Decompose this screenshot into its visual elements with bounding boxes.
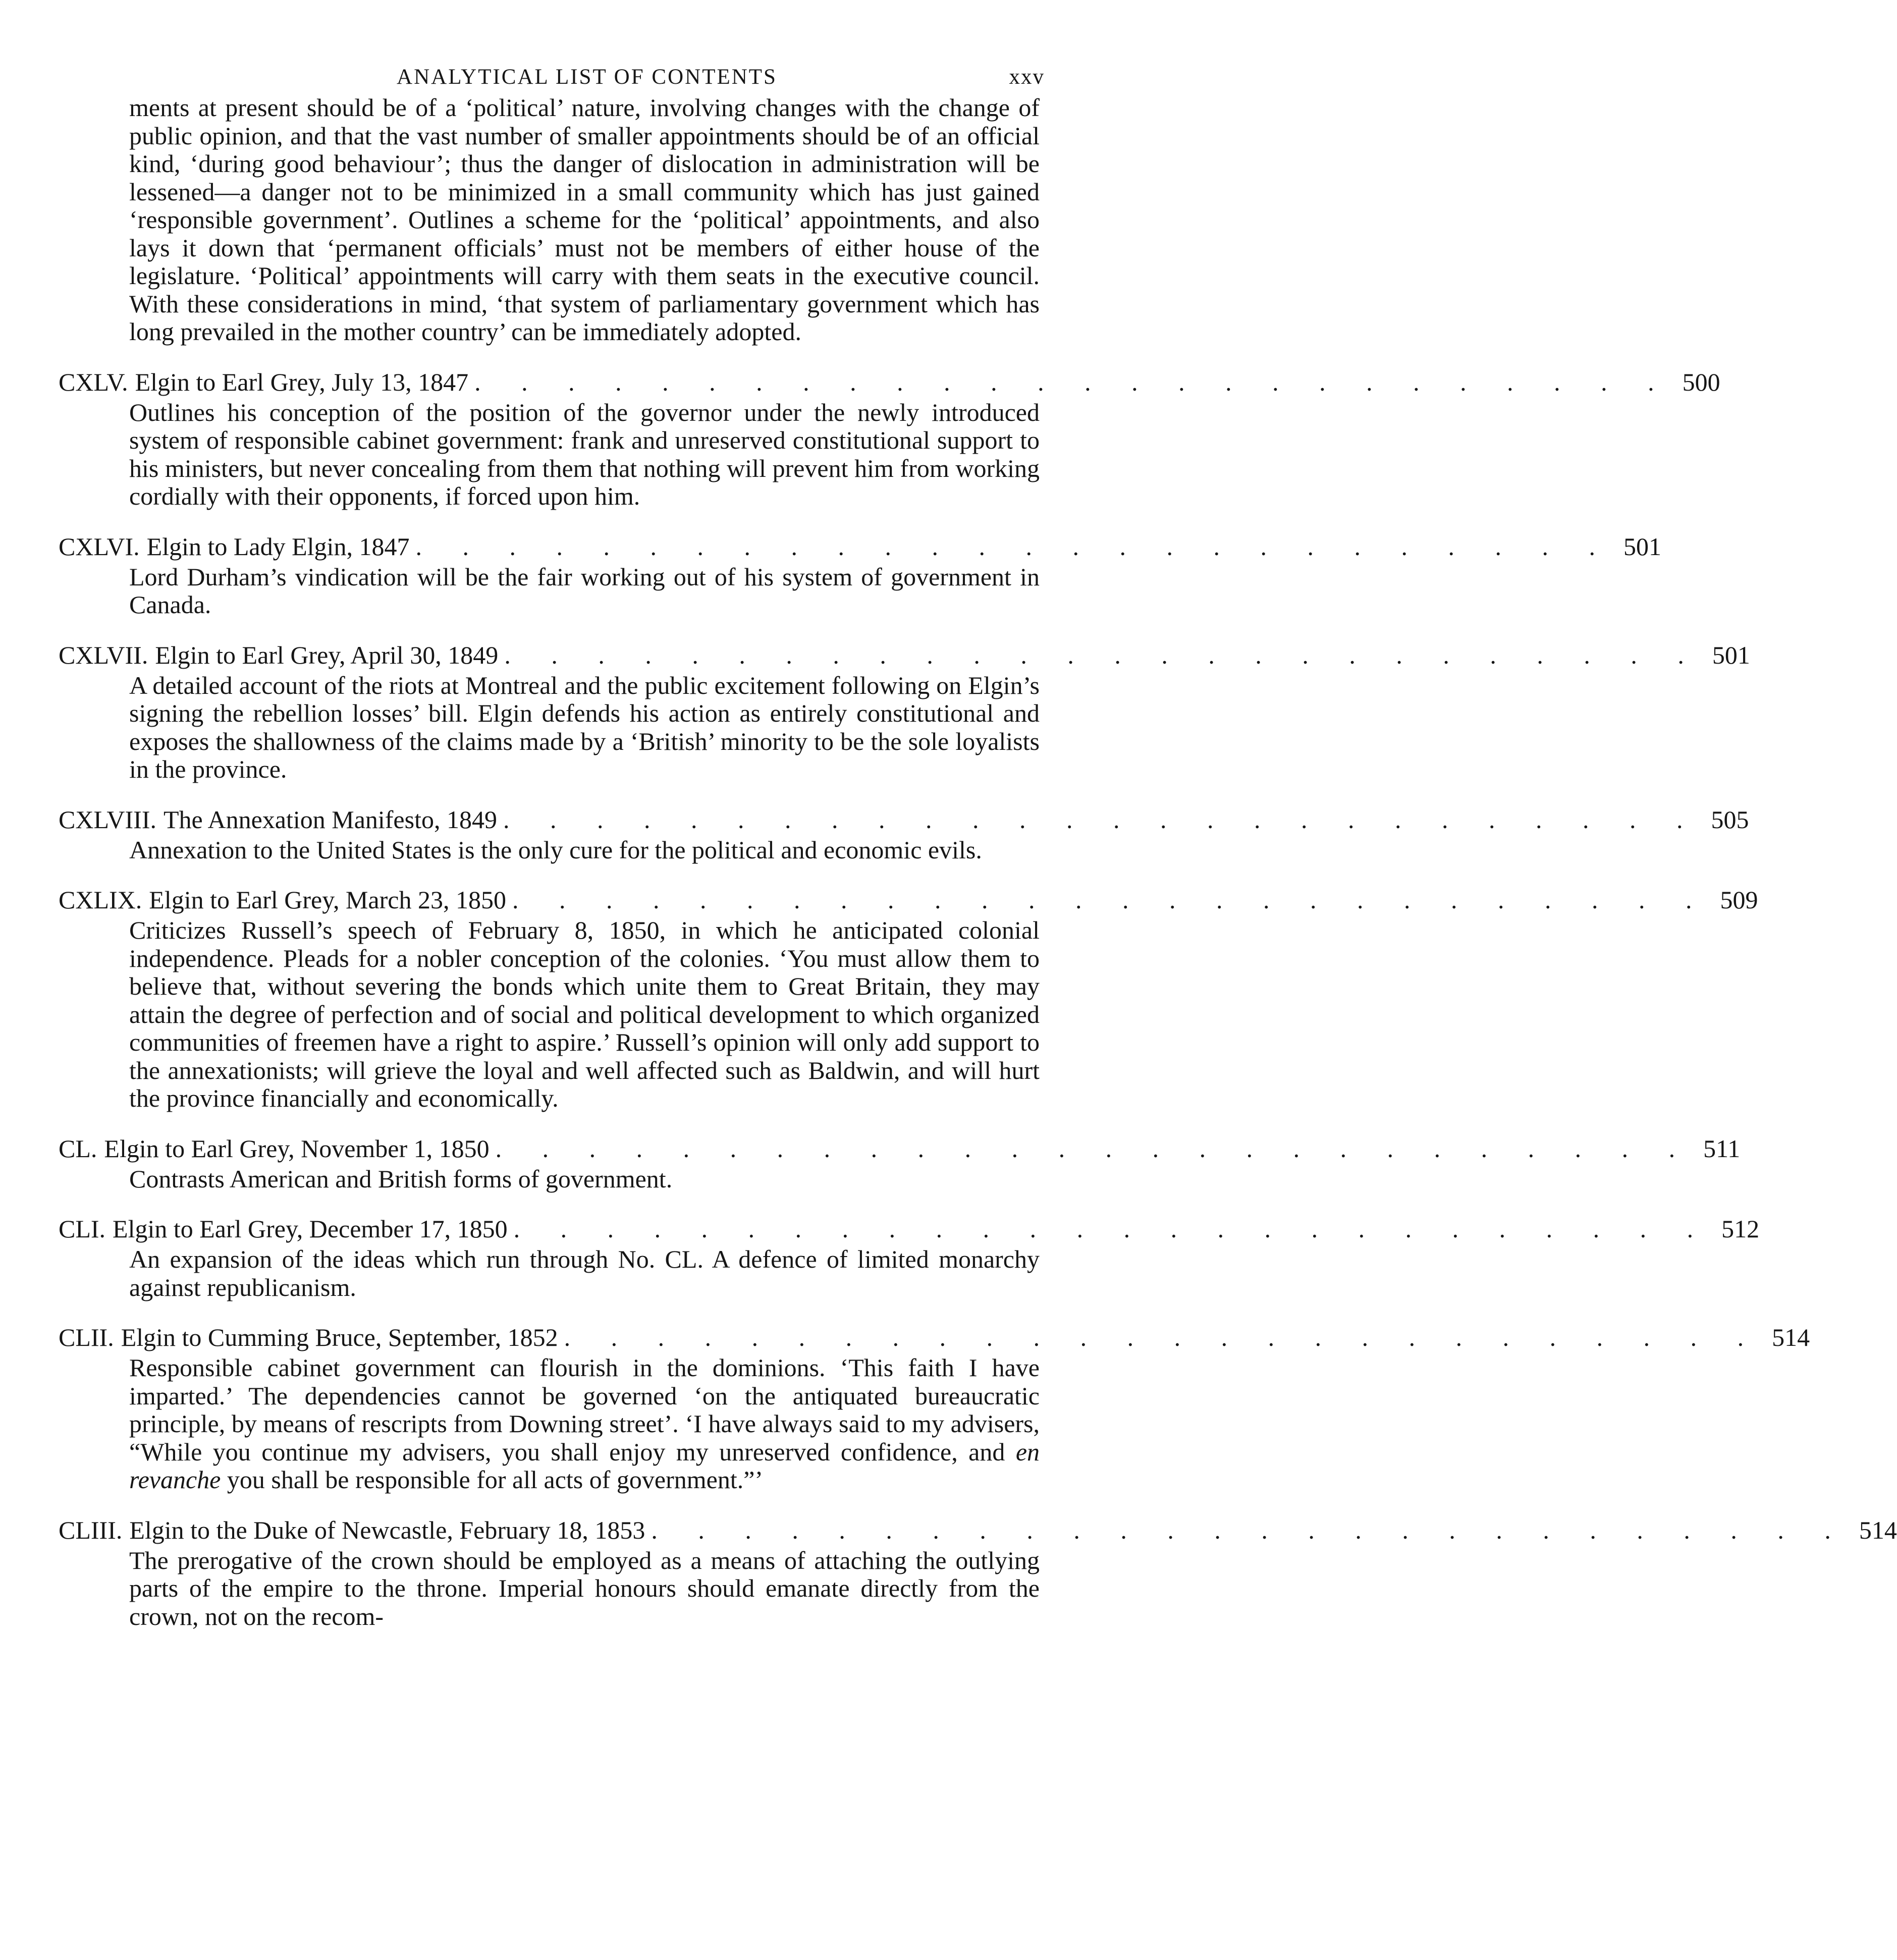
contents-entry — [59, 367, 1720, 511]
contents-entry — [59, 805, 1749, 864]
entry-heading — [59, 532, 1661, 561]
entry-page-number: 509 — [1720, 886, 1758, 914]
entry-heading — [59, 805, 1749, 834]
dot-leaders: . . . . . . . . . . . . . . . . . . . . . . . . . . — [504, 640, 1701, 669]
entry-heading — [59, 1323, 1810, 1352]
entry-page-number: 500 — [1682, 367, 1720, 396]
entry-page-number: 514 — [1772, 1323, 1810, 1351]
dot-leaders: . . . . . . . . . . . . . . . . . . . . . . . . . . — [474, 367, 1671, 396]
entry-number: CLIII. — [59, 1515, 123, 1544]
entry-page-number: 514 — [1859, 1515, 1897, 1544]
entry-number: CLII. — [59, 1323, 114, 1351]
contents-list — [59, 93, 1897, 1630]
summary-italic-phrase: en revanche — [129, 1437, 1040, 1494]
entry-number: CXLV. — [59, 367, 128, 396]
page-number: xxv — [1009, 65, 1045, 89]
entry-number: CXLVIII. — [59, 805, 156, 834]
entry-heading — [59, 1214, 1760, 1243]
entry-summary: Lord Durham’s vindication will be the fair working out of his system of government in Canada. — [129, 562, 1040, 619]
dot-leaders: . . . . . . . . . . . . . . . . . . . . . . . . . . — [651, 1515, 1848, 1544]
entry-summary — [129, 1354, 1040, 1494]
page-header — [129, 60, 1045, 95]
entry-summary: Outlines his conception of the position of the governor under the newly introduced system of responsible cabinet government: frank and unreserved constitutional support to his ministers, but never concealing from them that nothing will prevent him from working cordially with their opponents, if forced upon him. — [129, 398, 1040, 510]
entry-summary: Annexation to the United States is the only cure for the political and economic evils. — [129, 835, 982, 864]
contents-entry — [59, 532, 1661, 619]
entry-page-number: 505 — [1711, 805, 1749, 834]
entry-summary: An expansion of the ideas which run through No. CL. A defence of limited monarchy against republicanism. — [129, 1245, 1040, 1301]
dot-leaders: . . . . . . . . . . . . . . . . . . . . . . . . . . — [503, 805, 1700, 834]
dot-leaders: . . . . . . . . . . . . . . . . . . . . . . . . . . — [415, 532, 1612, 561]
entry-page-number: 501 — [1712, 640, 1750, 669]
entry-page-number: 501 — [1623, 532, 1661, 561]
summary-text: Responsible cabinet government can flourish in the dominions. ‘This faith I have imparted.’ The dependencies cannot be governed ‘on the antiquated bureaucratic principle, by means of rescripts from Downing street’. ‘I have always said to my advisers, “While you continue my advisers, you shall enjoy my unreserved confidence, and — [129, 1353, 1040, 1466]
contents-entry — [59, 1214, 1760, 1301]
entry-heading — [59, 640, 1750, 670]
summary-text-tail: you shall be responsible for all acts of government.”’ — [221, 1465, 764, 1494]
entry-heading — [59, 1515, 1897, 1545]
contents-entry — [59, 1323, 1810, 1494]
entry-number: CXLVII. — [59, 640, 148, 669]
entry-page-number: 511 — [1703, 1134, 1741, 1163]
entry-summary: Contrasts American and British forms of government. — [129, 1164, 673, 1193]
continuation-paragraph: ments at present should be of a ‘political’ nature, involving changes with the change of public opinion, and that the vast number of smaller appointments should be of an official kind, ‘during good behaviour’; thus the danger of dislocation in administration will be lessened—a danger not to be minimized in a small community which has just gained ‘responsible government’. Outlines a scheme for the ‘political’ appointments, and also lays it down that ‘permanent officials’ must not be members of either house of the legislature. ‘Political’ appointments will carry with them seats in the executive council. With these considerations in mind, ‘that system of parliamentary government which has long prevailed in the mother country’ can be immediately adopted. — [129, 93, 1040, 346]
entry-title: Elgin to Earl Grey, December 17, 1850 — [113, 1215, 508, 1243]
entry-title: Elgin to Earl Grey, April 30, 1849 — [155, 640, 499, 669]
entry-heading — [59, 885, 1758, 914]
contents-entry — [59, 1134, 1741, 1193]
dot-leaders: . . . . . . . . . . . . . . . . . . . . . . . . . . — [564, 1323, 1761, 1351]
entry-number: CXLVI. — [59, 532, 140, 561]
entry-title: Elgin to Earl Grey, July 13, 1847 — [135, 367, 469, 396]
entry-summary: The prerogative of the crown should be employed as a means of attaching the outlying parts of the empire to the throne. Imperial honours should emanate directly from the crown, not on the recom- — [129, 1546, 1040, 1630]
entry-page-number: 512 — [1721, 1215, 1760, 1243]
entry-summary: Criticizes Russell’s speech of February 8, 1850, in which he anticipated colonial independence. Pleads for a nobler conception of the colonies. ‘You must allow them to believe that, without severing the bonds which unite them to Great Britain, they may attain the degree of perfection and of social and political development to which organized communities of freemen have a right to aspire.’ Russell’s opinion will only add support to the annexationists; will grieve the loyal and well affected such as Baldwin, and will hurt the province financially and economically. — [129, 916, 1040, 1112]
dot-leaders: . . . . . . . . . . . . . . . . . . . . . . . . . . — [512, 886, 1709, 914]
entry-title: Elgin to Cumming Bruce, September, 1852 — [121, 1323, 558, 1351]
contents-entry — [59, 640, 1750, 784]
entry-number: CXLIX. — [59, 886, 142, 914]
entry-title: Elgin to Earl Grey, November 1, 1850 — [104, 1134, 490, 1163]
entry-summary: A detailed account of the riots at Montreal and the public excitement following on Elgin’s signing the rebellion losses’ bill. Elgin defends his action as entirely constitutional and exposes the shallowness of the claims made by a ‘British’ minority to be the sole loyalists in the province. — [129, 671, 1040, 783]
entry-title: The Annexation Manifesto, 1849 — [163, 805, 497, 834]
contents-entry — [59, 1515, 1897, 1631]
contents-entry — [59, 885, 1758, 1113]
entry-number: CL. — [59, 1134, 97, 1163]
entry-heading — [59, 1134, 1741, 1163]
running-title: ANALYTICAL LIST OF CONTENTS — [397, 65, 777, 89]
entry-title: Elgin to Lady Elgin, 1847 — [146, 532, 410, 561]
entry-title: Elgin to the Duke of Newcastle, February 18, 1853 — [129, 1515, 645, 1544]
dot-leaders: . . . . . . . . . . . . . . . . . . . . . . . . . . — [495, 1134, 1693, 1163]
entry-number: CLI. — [59, 1215, 106, 1243]
dot-leaders: . . . . . . . . . . . . . . . . . . . . . . . . . . — [513, 1215, 1711, 1243]
entry-title: Elgin to Earl Grey, March 23, 1850 — [149, 886, 506, 914]
entry-heading — [59, 367, 1720, 397]
